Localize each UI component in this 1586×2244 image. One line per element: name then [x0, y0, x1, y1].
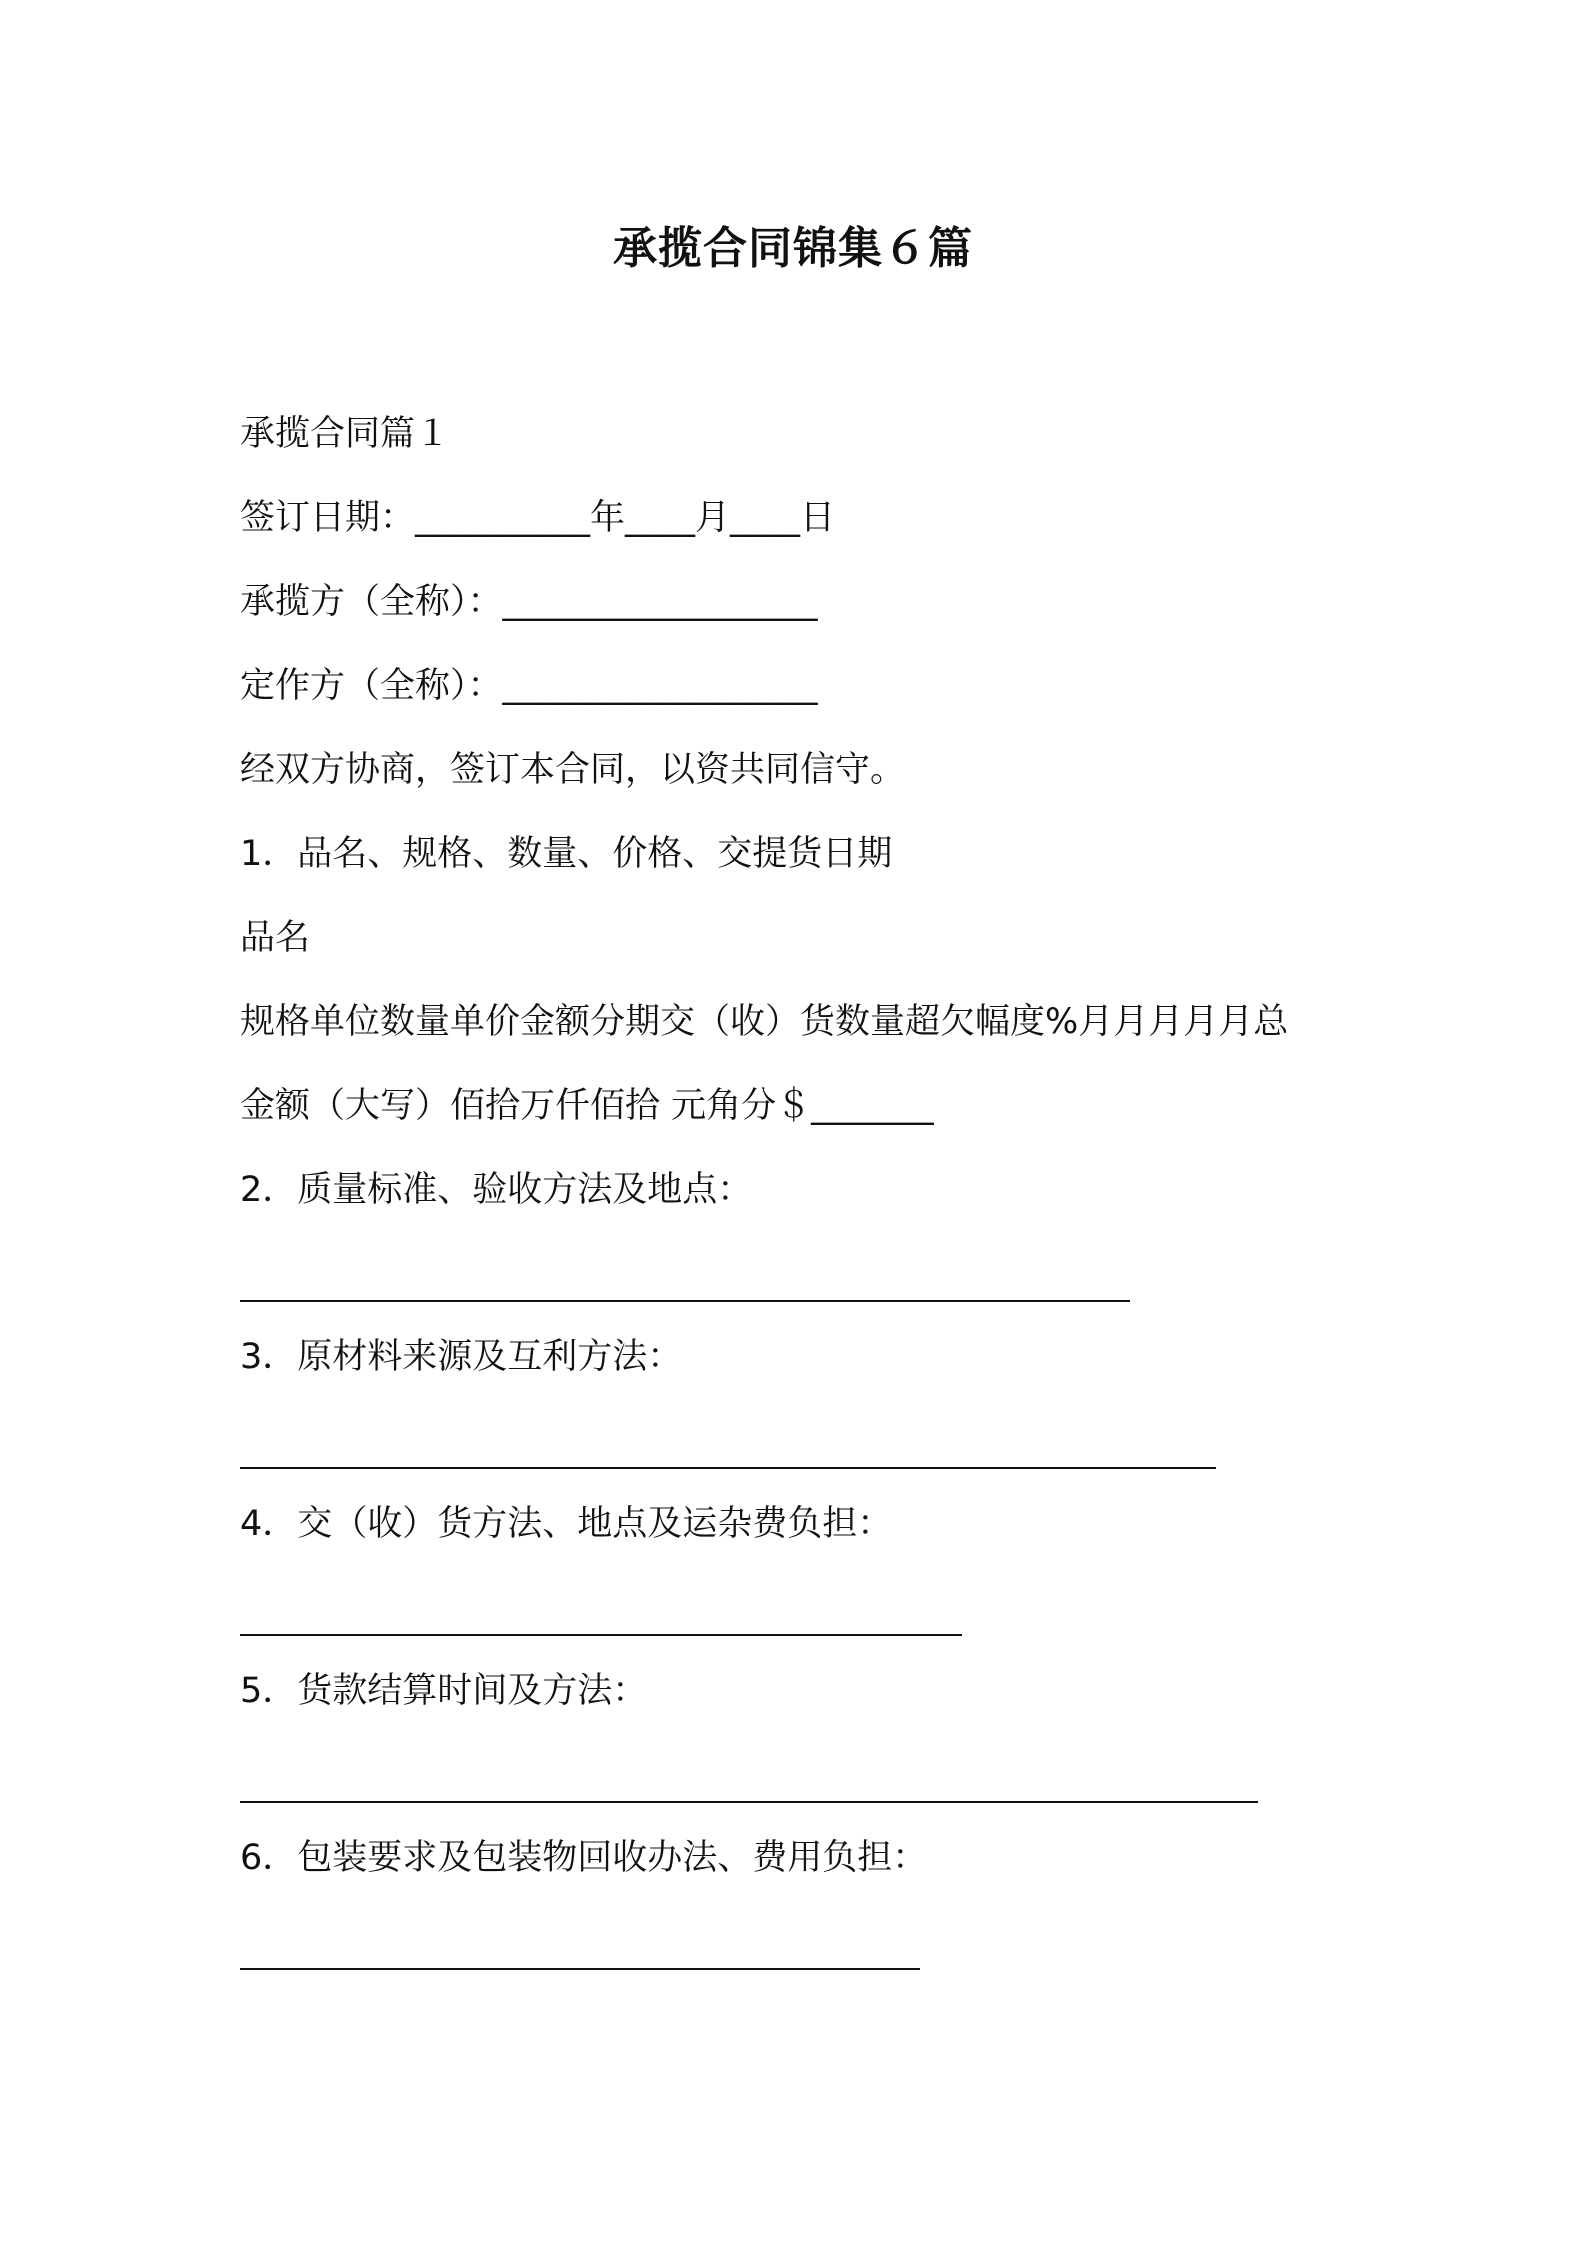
clause-4-blank-rule	[240, 1634, 962, 1636]
clause-5-blank-rule	[240, 1801, 1258, 1803]
clause-6-heading: 6．包装要求及包装物回收办法、费用负担：	[240, 1838, 928, 1878]
clause-5-heading: 5．货款结算时间及方法：	[240, 1671, 648, 1711]
clause-2-blank-rule	[240, 1300, 1130, 1302]
clause-3-blank-rule	[240, 1467, 1216, 1469]
signing-date-line: 签订日期：__________年____月____日	[240, 498, 836, 538]
clause-2-heading: 2．质量标准、验收方法及地点：	[240, 1170, 753, 1210]
clause-1-heading: 1．品名、规格、数量、价格、交提货日期	[240, 834, 893, 874]
amount-line: 金额（大写）佰拾万仟佰拾 元角分＄_______	[240, 1086, 934, 1126]
client-line: 定作方（全称）：__________________	[240, 666, 818, 706]
contractor-line: 承揽方（全称）：__________________	[240, 582, 818, 622]
section-heading: 承揽合同篇１	[240, 414, 451, 454]
document-title: 承揽合同锦集６篇	[613, 223, 973, 274]
product-name-label: 品名	[240, 918, 311, 958]
clause-6-blank-rule	[240, 1968, 920, 1970]
agreement-statement: 经双方协商，签订本合同，以资共同信守。	[240, 750, 906, 790]
table-header-line: 规格单位数量单价金额分期交（收）货数量超欠幅度%月月月月月总	[240, 1002, 1289, 1042]
clause-4-heading: 4．交（收）货方法、地点及运杂费负担：	[240, 1504, 893, 1544]
clause-3-heading: 3．原材料来源及互利方法：	[240, 1337, 683, 1377]
